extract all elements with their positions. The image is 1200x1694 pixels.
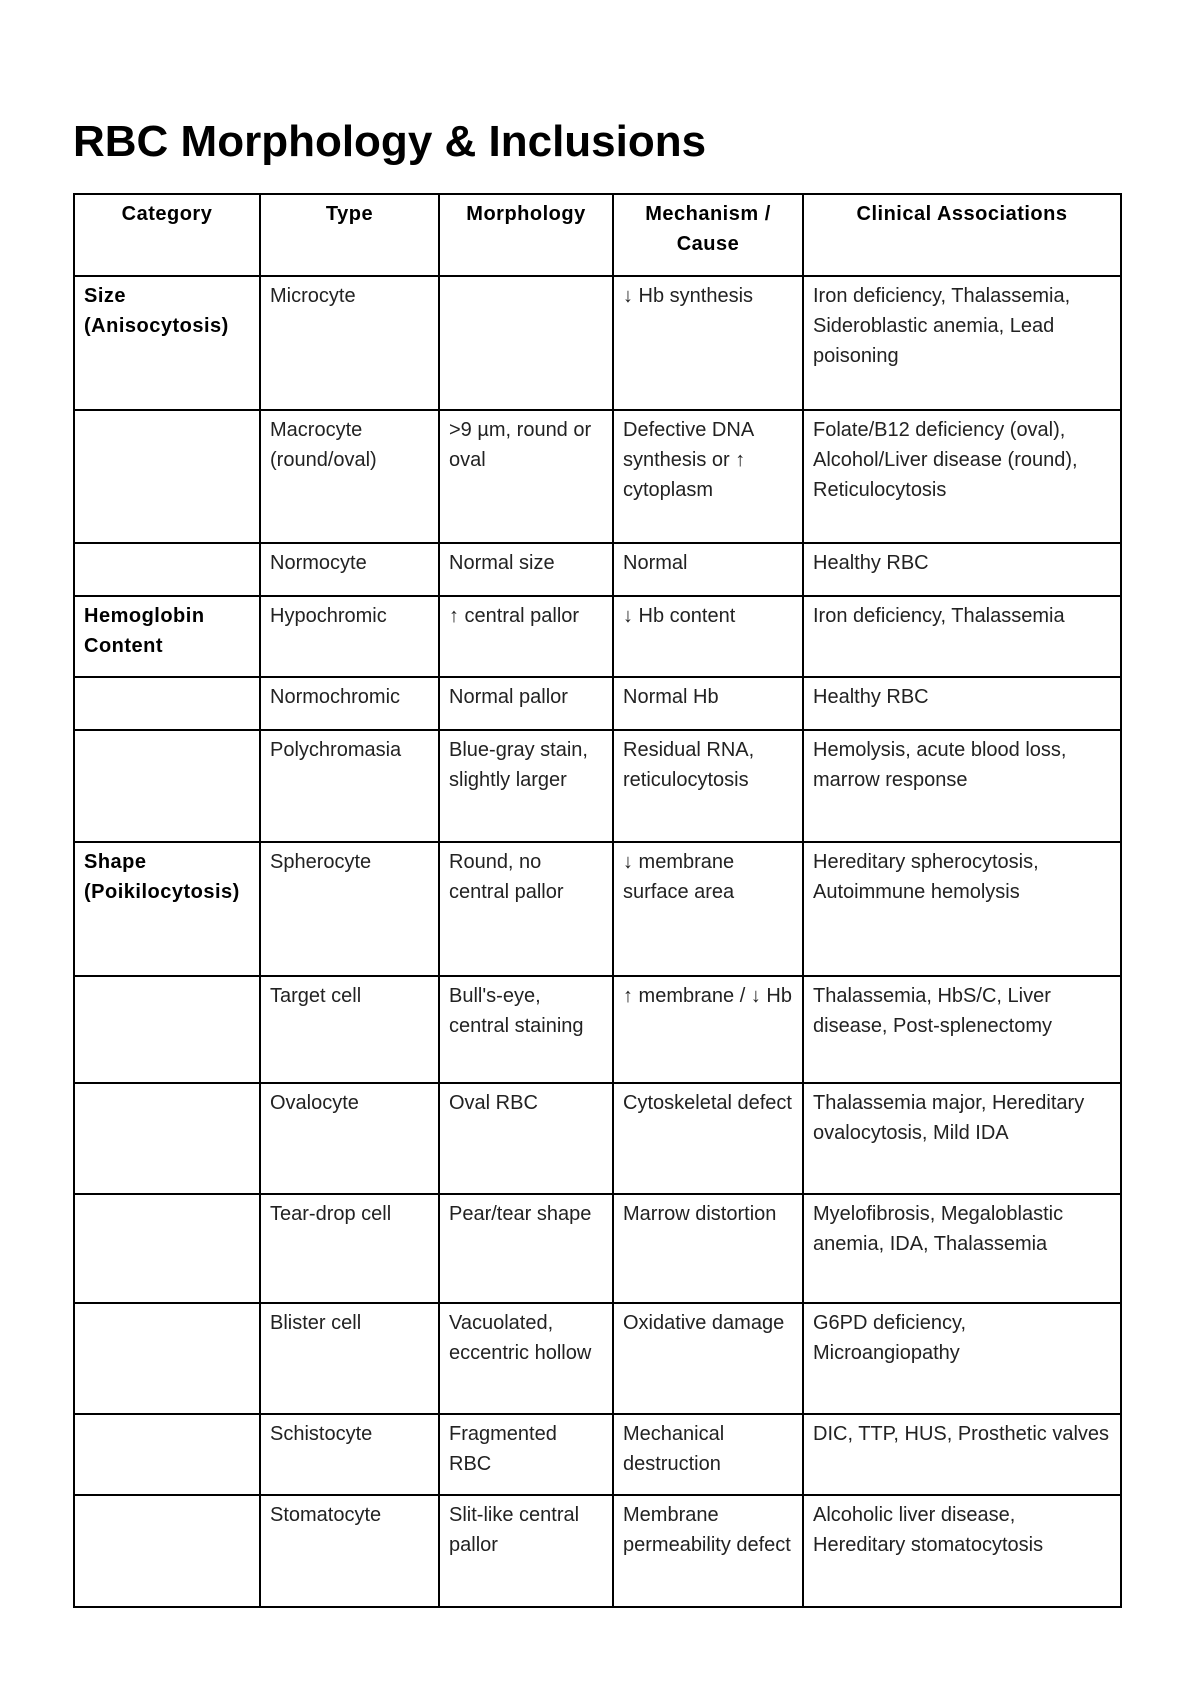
table-header-row <box>74 194 1121 276</box>
column-header-morphology: Morphology <box>439 194 613 276</box>
morphology-cell: >9 µm, round or oval <box>439 410 613 543</box>
table-row <box>74 842 1121 976</box>
mechanism-cell: ↓ Hb synthesis <box>613 276 803 410</box>
category-cell <box>74 1083 260 1194</box>
table-row <box>74 1083 1121 1194</box>
mechanism-cell: Defective DNA synthesis or ↑ cytoplasm <box>613 410 803 543</box>
clinical-cell: Iron deficiency, Thalassemia, Sideroblastic anemia, Lead poisoning <box>803 276 1121 410</box>
table-row <box>74 1303 1121 1414</box>
category-cell: Hemoglobin Content <box>74 596 260 677</box>
morphology-cell: Blue-gray stain, slightly larger <box>439 730 613 842</box>
category-cell: Size (Anisocytosis) <box>74 276 260 410</box>
morphology-cell: ↑ central pallor <box>439 596 613 677</box>
column-header-category: Category <box>74 194 260 276</box>
clinical-cell: DIC, TTP, HUS, Prosthetic valves <box>803 1414 1121 1495</box>
table-row <box>74 543 1121 596</box>
type-cell: Polychromasia <box>260 730 439 842</box>
clinical-cell: Iron deficiency, Thalassemia <box>803 596 1121 677</box>
mechanism-cell: Normal Hb <box>613 677 803 730</box>
table-row <box>74 596 1121 677</box>
type-cell: Normochromic <box>260 677 439 730</box>
category-cell <box>74 730 260 842</box>
type-cell: Blister cell <box>260 1303 439 1414</box>
clinical-cell: Hereditary spherocytosis, Autoimmune hemolysis <box>803 842 1121 976</box>
type-cell: Spherocyte <box>260 842 439 976</box>
morphology-cell: Round, no central pallor <box>439 842 613 976</box>
mechanism-cell: Residual RNA, reticulocytosis <box>613 730 803 842</box>
type-cell: Hypochromic <box>260 596 439 677</box>
morphology-cell: Vacuolated, eccentric hollow <box>439 1303 613 1414</box>
category-cell <box>74 1303 260 1414</box>
category-cell <box>74 1414 260 1495</box>
mechanism-cell: Membrane permeability defect <box>613 1495 803 1607</box>
morphology-cell: Fragmented RBC <box>439 1414 613 1495</box>
table-row <box>74 677 1121 730</box>
mechanism-cell: Oxidative damage <box>613 1303 803 1414</box>
category-cell <box>74 976 260 1083</box>
clinical-cell: Hemolysis, acute blood loss, marrow response <box>803 730 1121 842</box>
category-cell <box>74 410 260 543</box>
category-cell <box>74 677 260 730</box>
morphology-cell: Oval RBC <box>439 1083 613 1194</box>
morphology-cell: Pear/tear shape <box>439 1194 613 1303</box>
category-cell <box>74 1495 260 1607</box>
clinical-cell: Folate/B12 deficiency (oval), Alcohol/Liver disease (round), Reticulocytosis <box>803 410 1121 543</box>
mechanism-cell: Marrow distortion <box>613 1194 803 1303</box>
table-row <box>74 1495 1121 1607</box>
morphology-cell: Normal size <box>439 543 613 596</box>
rbc-morphology-table <box>73 193 1122 1608</box>
clinical-cell: Thalassemia, HbS/C, Liver disease, Post-splenectomy <box>803 976 1121 1083</box>
clinical-cell: Healthy RBC <box>803 543 1121 596</box>
mechanism-cell: ↓ Hb content <box>613 596 803 677</box>
morphology-cell: Normal pallor <box>439 677 613 730</box>
table-row <box>74 1194 1121 1303</box>
table-row <box>74 276 1121 410</box>
clinical-cell: Thalassemia major, Hereditary ovalocytosis, Mild IDA <box>803 1083 1121 1194</box>
morphology-cell: Slit-like central pallor <box>439 1495 613 1607</box>
mechanism-cell: Mechanical destruction <box>613 1414 803 1495</box>
column-header-clinical: Clinical Associations <box>803 194 1121 276</box>
morphology-cell: Bull's-eye, central staining <box>439 976 613 1083</box>
type-cell: Microcyte <box>260 276 439 410</box>
clinical-cell: Alcoholic liver disease, Hereditary stomatocytosis <box>803 1495 1121 1607</box>
table-row <box>74 730 1121 842</box>
morphology-cell <box>439 276 613 410</box>
type-cell: Stomatocyte <box>260 1495 439 1607</box>
table-row <box>74 1414 1121 1495</box>
page-title: RBC Morphology & Inclusions <box>73 117 707 166</box>
column-header-type: Type <box>260 194 439 276</box>
clinical-cell: G6PD deficiency, Microangiopathy <box>803 1303 1121 1414</box>
type-cell: Target cell <box>260 976 439 1083</box>
table-row <box>74 410 1121 543</box>
category-cell <box>74 1194 260 1303</box>
category-cell: Shape (Poikilocytosis) <box>74 842 260 976</box>
mechanism-cell: ↓ membrane surface area <box>613 842 803 976</box>
table-row <box>74 976 1121 1083</box>
clinical-cell: Healthy RBC <box>803 677 1121 730</box>
clinical-cell: Myelofibrosis, Megaloblastic anemia, IDA, Thalassemia <box>803 1194 1121 1303</box>
type-cell: Normocyte <box>260 543 439 596</box>
mechanism-cell: Normal <box>613 543 803 596</box>
type-cell: Schistocyte <box>260 1414 439 1495</box>
type-cell: Tear-drop cell <box>260 1194 439 1303</box>
type-cell: Ovalocyte <box>260 1083 439 1194</box>
type-cell: Macrocyte (round/oval) <box>260 410 439 543</box>
category-cell <box>74 543 260 596</box>
mechanism-cell: Cytoskeletal defect <box>613 1083 803 1194</box>
column-header-mechanism: Mechanism / Cause <box>613 194 803 276</box>
mechanism-cell: ↑ membrane / ↓ Hb <box>613 976 803 1083</box>
